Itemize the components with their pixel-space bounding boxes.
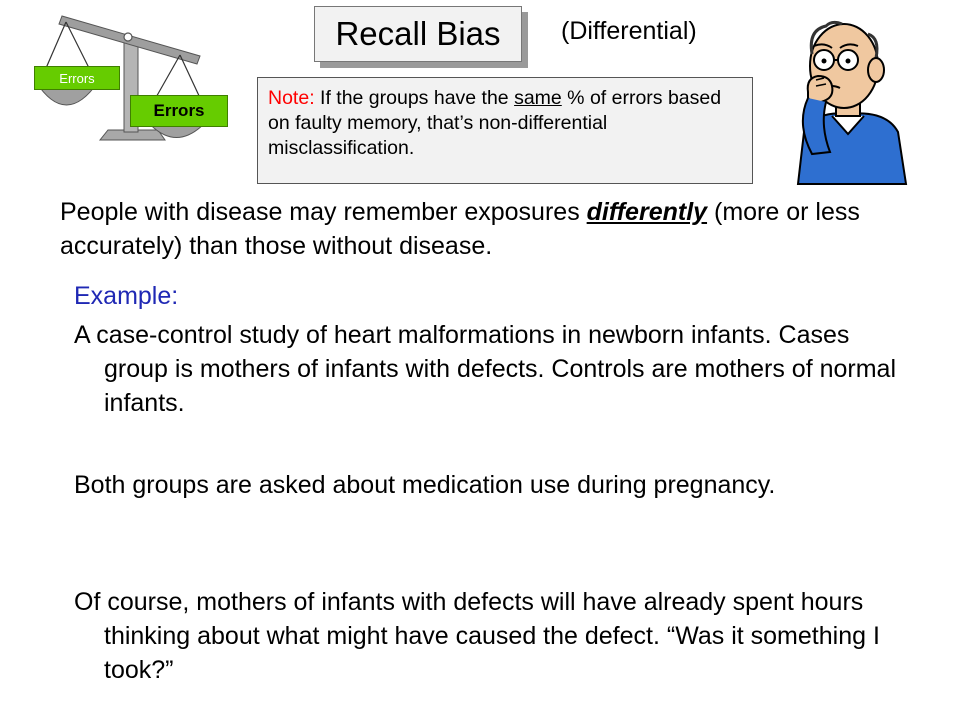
page-title — [314, 6, 522, 62]
note-same: same — [514, 87, 562, 109]
note-text-after: % of errors based on faulty memory, that’s non-differential misclassification. — [268, 87, 722, 159]
title-text: Recall Bias — [335, 15, 501, 52]
main-statement — [60, 195, 910, 263]
main-text-after: (more or less accurately) than those without disease. — [60, 198, 860, 260]
subtitle: (Differential) — [561, 17, 697, 45]
paragraph-medication: Both groups are asked about medication use during pregnancy. — [74, 471, 776, 499]
note-text-before: If the groups have the — [314, 87, 515, 109]
paragraph-conclusion: Of course, mothers of infants with defects will have already spent hours thinking about what might have caused the defect. “Was it something I took?” — [74, 588, 880, 684]
scale-right-label: Errors — [153, 101, 205, 120]
main-emphasis: differently — [586, 198, 708, 226]
note-prefix: Note: — [268, 87, 315, 109]
scale-left-label-box — [34, 66, 120, 90]
scale-left-label: Errors — [59, 70, 95, 86]
thinking-man-icon — [786, 14, 916, 184]
scale-right-label-box — [130, 95, 228, 127]
note-box — [257, 77, 753, 184]
main-text-before: People with disease may remember exposures — [60, 198, 587, 226]
paragraph-study: A case-control study of heart malformations in newborn infants. Cases group is mothers of infants with defects. Controls are mothers of normal infants. — [74, 321, 897, 417]
example-label: Example: — [74, 282, 179, 310]
